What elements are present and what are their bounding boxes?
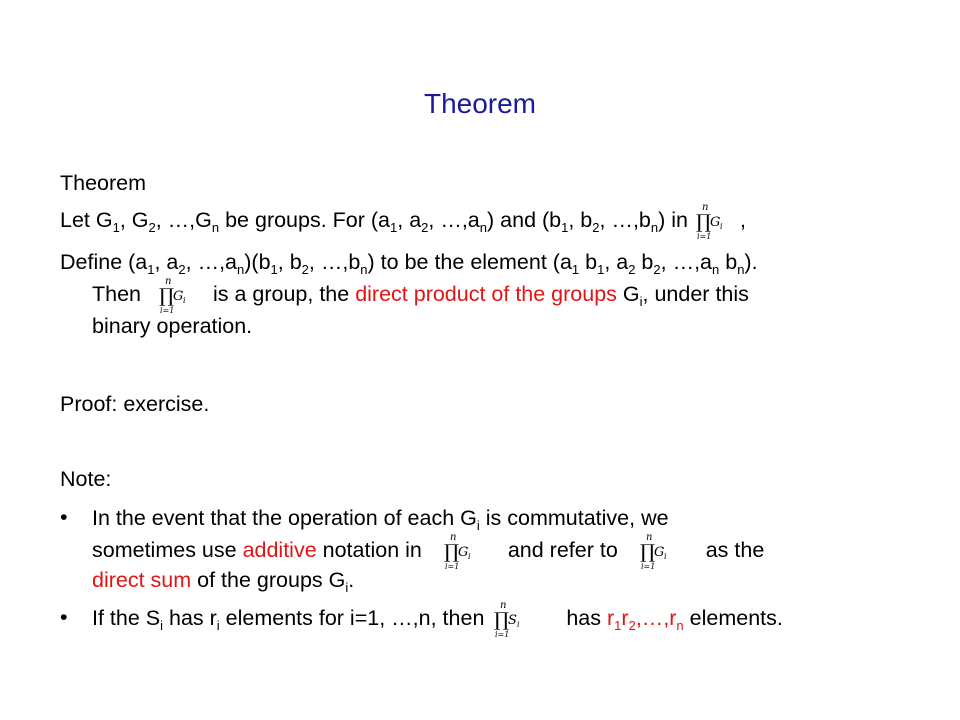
direct-product-term: direct product of the groups (355, 282, 617, 306)
svg-text:i: i (719, 222, 723, 231)
svg-text:∏: ∏ (695, 211, 712, 233)
svg-text:n: n (164, 276, 172, 287)
svg-text:i: i (663, 552, 667, 561)
bullet-1-line-1: In the event that the operation of each $G_i$ is commutative, we (92, 506, 669, 533)
bullet-marker: • (60, 505, 68, 529)
product-symbol-g (624, 532, 700, 571)
product-symbol-g (694, 202, 734, 241)
svg-text:G: G (457, 545, 469, 560)
theorem-line-2: Define ($a_1$, $a_2$, $\dots,a_n)(b_1$, $b_2$, $\dots,b_n$) to be the element ($a_1$ $b_1$, $a_2$ $b_2$, $\dots,a_n$ $b_n$). (60, 250, 758, 277)
svg-text:S: S (508, 613, 518, 628)
svg-text:n: n (449, 532, 457, 543)
svg-text:∏: ∏ (158, 285, 175, 307)
proof-line: Proof: exercise. (60, 392, 210, 416)
theorem-line-4: binary operation. (92, 314, 253, 338)
theorem-heading: Theorem (60, 171, 147, 195)
svg-text:n: n (645, 532, 653, 543)
svg-text:∏: ∏ (494, 609, 510, 631)
product-symbol-g (428, 532, 502, 571)
svg-text:n: n (500, 600, 507, 611)
svg-text:i: i (517, 620, 520, 629)
svg-text:i: i (467, 552, 471, 561)
product-symbol-g (147, 276, 207, 315)
svg-text:i=1: i=1 (159, 306, 175, 315)
svg-text:i: i (182, 296, 186, 305)
bullet-1-line-2: sometimes use additive notation in n ∏ G i i=1 and refer to n ∏ G i i=1 as the (92, 532, 765, 571)
svg-text:i=1: i=1 (444, 562, 460, 571)
note-heading: Note: (60, 467, 112, 491)
svg-text:∏: ∏ (443, 541, 459, 563)
svg-text:n: n (701, 202, 709, 213)
svg-text:i=1: i=1 (696, 232, 712, 241)
svg-text:i=1: i=1 (495, 630, 510, 639)
product-symbol-s (490, 600, 560, 639)
bullet-2-line-1: If the $S_i$ has $r_i$ elements for i=1, …,n, then n ∏ S i i=1 has $r_1r_2,\dots,r_n$ elements. (92, 600, 783, 639)
direct-sum-term: direct sum (92, 568, 192, 592)
bullet-1-line-3: direct sum of the groups $G_i$. (92, 568, 355, 595)
additive-term: additive (242, 538, 317, 562)
svg-text:G: G (172, 289, 184, 304)
bullet-marker: • (60, 605, 68, 629)
svg-text:i=1: i=1 (640, 562, 656, 571)
theorem-line-1: Let $G_1$, $G_2$, $\dots,G_n$ be groups. For ($a_1$, $a_2$, $\dots,a_n$) and ($b_1$, $b_2$, $\dots,b_n$) in n ∏ G i i=1 , (60, 202, 746, 241)
svg-text:∏: ∏ (639, 541, 655, 563)
slide-title: Theorem (423, 88, 537, 119)
product-of-sizes: $r_1r_2,\dots,r_n$ (607, 606, 684, 633)
theorem-line-3: Then n ∏ G i i=1 is a group, the direct product of the groups $G_i$, under this (92, 276, 749, 315)
svg-text:G: G (653, 545, 665, 560)
svg-text:G: G (709, 215, 721, 230)
